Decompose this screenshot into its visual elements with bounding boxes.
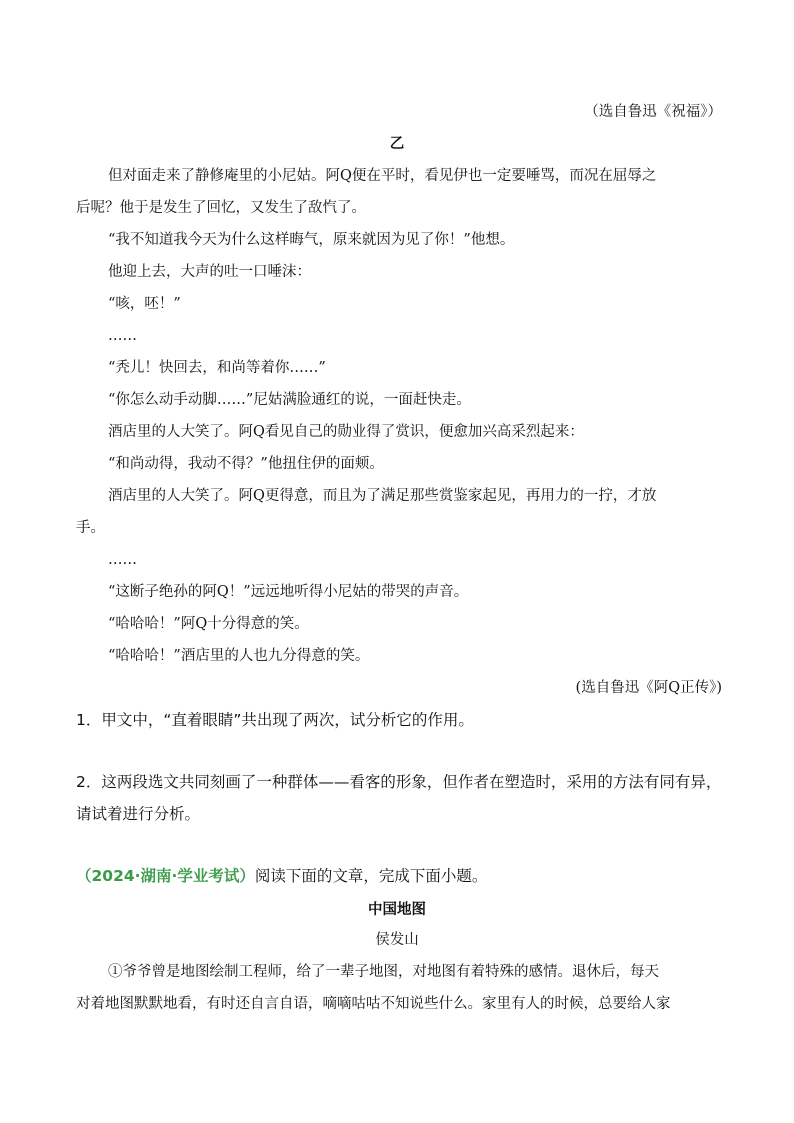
source-citation-yi: (选自鲁迅《阿Q正传》): [575, 680, 722, 696]
question-2: 2．这两段选文共同刻画了一种群体——看客的形象，但作者在塑造时，采用的方法有同有异，: [76, 773, 722, 791]
paragraph-line: “咳，呸！”: [108, 296, 181, 312]
paragraph-line: 但对面走来了静修庵里的小尼姑。阿Q便在平时，看见伊也一定要唾骂，而况在屈辱之: [108, 168, 657, 184]
passage-heading-yi: 乙: [389, 135, 405, 152]
section-intro: [76, 866, 487, 886]
paragraph-line: 他迎上去，大声的吐一口唾沫：: [108, 264, 311, 280]
question-2-continued: 请试着进行分析。: [76, 805, 201, 823]
paragraph-line: “这断子绝孙的阿Q！”远远地听得小尼姑的带哭的声音。: [108, 584, 469, 600]
article-author: 侯发山: [375, 932, 419, 948]
ellipsis-line: ……: [108, 552, 137, 568]
exam-source-tag: （2024·湖南·学业考试）: [76, 867, 255, 885]
article-title: 中国地图: [368, 902, 426, 918]
paragraph-line: 酒店里的人大笑了。阿Q看见自己的勋业得了赏识，便愈加兴高采烈起来：: [108, 424, 584, 440]
paragraph-line: 酒店里的人大笑了。阿Q更得意，而且为了满足那些赏鉴家起见，再用力的一拧，才放: [108, 488, 657, 504]
paragraph-line: “我不知道我今天为什么这样晦气，原来就因为见了你！”他想。: [108, 232, 515, 248]
ellipsis-line: ……: [108, 328, 137, 344]
paragraph-line: 手。: [76, 520, 105, 536]
section-instruction: 阅读下面的文章，完成下面小题。: [254, 867, 488, 885]
question-1: 1．甲文中，“直着眼睛”共出现了两次，试分析它的作用。: [76, 711, 474, 729]
article-paragraph-line: 对着地图默默地看，有时还自言自语，嘀嘀咕咕不知说些什么。家里有人的时候，总要给人家: [76, 996, 671, 1012]
paragraph-line: “秃儿！快回去，和尚等着你……”: [108, 360, 326, 376]
paragraph-line: “哈哈哈！”酒店里的人也九分得意的笑。: [108, 648, 370, 664]
article-paragraph-line: ①爷爷曾是地图绘制工程师，给了一辈子地图，对地图有着特殊的感情。退休后，每天: [108, 964, 659, 980]
paragraph-line: “你怎么动手动脚……”尼姑满脸通红的说，一面赶快走。: [108, 392, 471, 408]
paragraph-line: “哈哈哈！”阿Q十分得意的笑。: [108, 616, 309, 632]
source-citation-jia: （选自鲁迅《祝福》）: [584, 104, 722, 120]
paragraph-line: 后呢？他于是发生了回忆，又发生了敌忾了。: [76, 200, 366, 216]
paragraph-line: “和尚动得，我动不得？”他扭住伊的面颊。: [108, 456, 384, 472]
